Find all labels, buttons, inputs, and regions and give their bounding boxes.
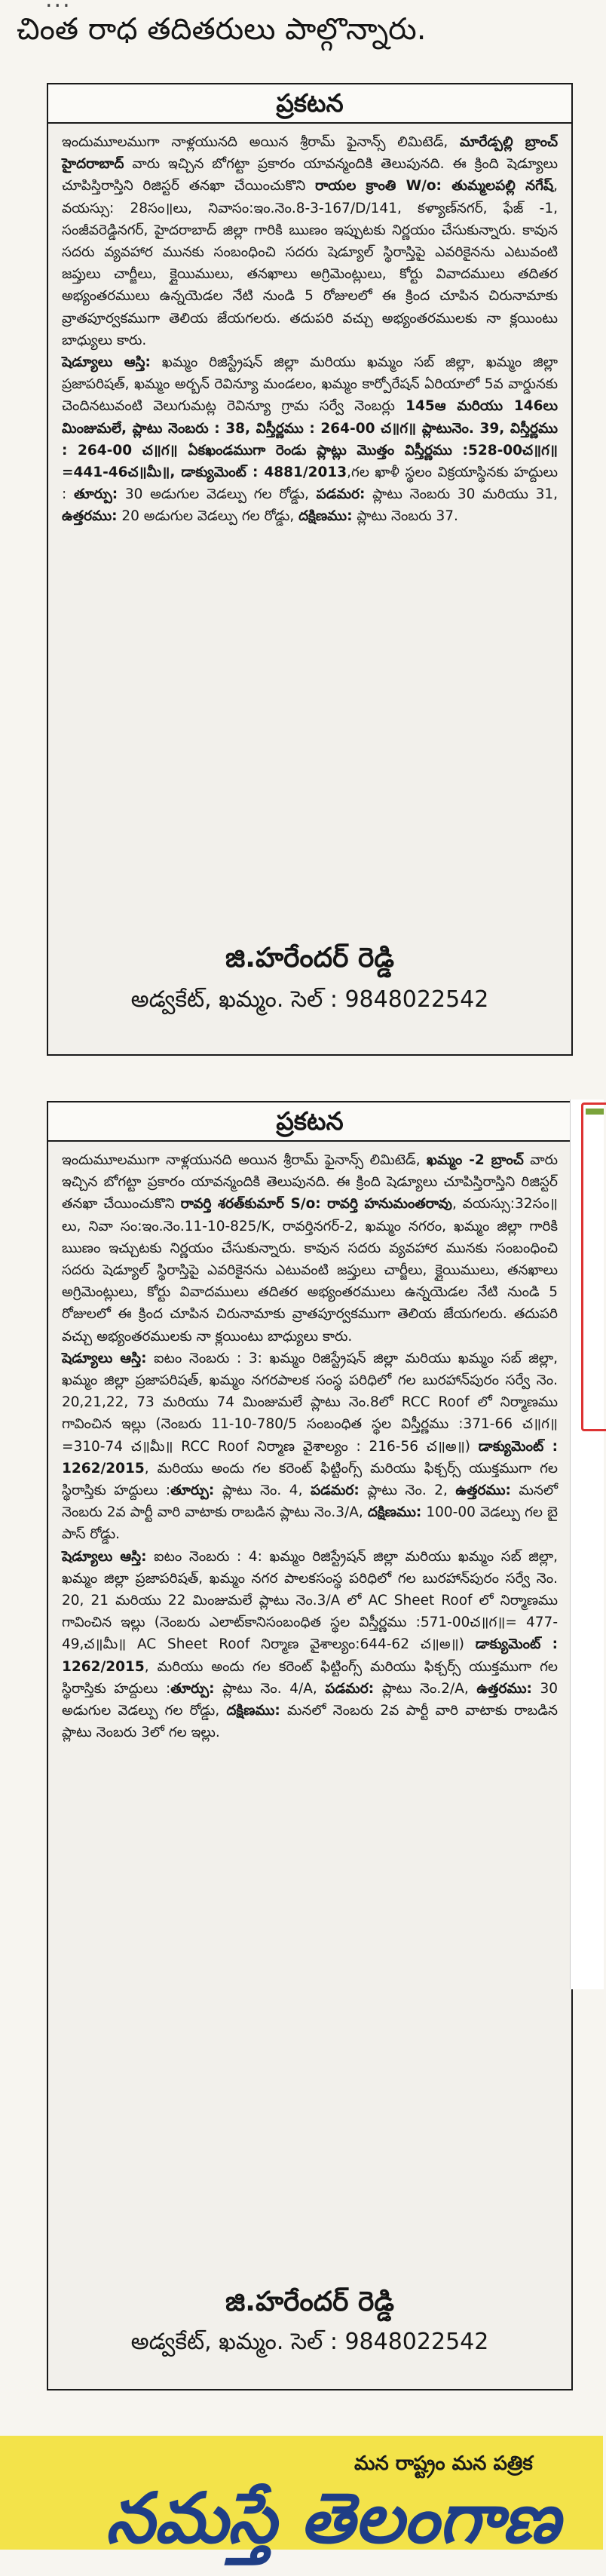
notice-1-signature: జి.హరేందర్ రెడ్డి (225, 943, 395, 974)
notice-1-schedule: షెడ్యూలు ఆస్తి: ఖమ్మం రిజిస్ట్రేషన్ జిల్లా మరియు ఖమ్మం సబ్ జిల్లా, ఖమ్మం జిల్లా ప్రజాపరిషత్, ఖమ్మం అర్బన్ రెవిన్యూ మండలం, ఖమ్మం కార్పోరేషన్ ఏరియాలో 5వ వార్డునకు చెందినటువంటి వెలుగుమట్ల రెవిన్యూ గ్రామ సర్వే నెంబర్లు 145ఆ మరియు 146లు మింజుమలే, ప్లాటు నెంబరు : 38, విస్తీర్ణము : 264-00 చ॥గ॥ ప్లాటునెం. 39, విస్తీర్ణము : 264-00 చ॥గ॥ ఏకఖండముగా రెండు ప్లాట్లు మొత్తం విస్తీర్ణము :528-00చ॥గ॥=441-46చ॥మీ॥, డాక్యుమెంట్ : 4881/2013,గల ఖాళీ స్థలం విక్రయాస్థినకు హద్దులు : తూర్పు: 30 అడుగుల వెడల్పు గల రోడ్డు, పడమర: ప్లాటు నెంబరు 30 మరియు 31, ఉత్తరము: 20 అడుగుల వెడల్పు గల రోడ్డు, దక్షిణము: ప్లాటు నెంబరు 37. (62, 354, 558, 525)
notice-2-contact: అడ్వకేట్, ఖమ్మం. సెల్ : 9848022542 (130, 2329, 489, 2355)
adjacent-ad-mark (586, 1109, 604, 1115)
adjacent-clipping (570, 1099, 604, 1989)
notice-2-schedule-item-3: షెడ్యూలు ఆస్తి: ఐటం నెంబరు : 3: ఖమ్మం రిజిస్ట్రేషన్ జిల్లా మరియు ఖమ్మం సబ్ జిల్లా, ఖమ్మం జిల్లా ప్రజాపరిషత్, ఖమ్మం నగరపాలక సంస్థ పరిధిలో గల బురహాన్‌పురం సర్వే నెం. 20,21,22, 73 మరియు 74 మింజుమలే ప్లాటు నెం.8లో RCC Roof లో నిర్మాణము గావించిన ఇల్లు (నెంబరు 11-10-780/5 సంబంధిత స్థల విస్తీర్ణము :371-66 చ॥గ॥=310-74 చ॥మీ॥ RCC Roof నిర్మాణ వైశాల్యం : 216-56 చ॥అ॥) డాక్యుమెంట్ : 1262/2015, మరియు అందు గల కరెంట్ ఫిట్టింగ్స్ మరియు ఫిక్చర్స్ యుక్తముగా గల స్థిరాస్తికు హద్దులు :తూర్పు: ప్లాటు నెం. 4, పడమర: ప్లాటు నెం. 2, ఉత్తరము: మనలో నెంబరు 2వ పార్టీ వారి వాటాకు రాబడిన ప్లాటు నెం.3/A, దక్షిణము: 100-00 వెడల్పు గల బై పాస్ రోడ్డు. (62, 1350, 558, 1543)
masthead-logo: నమస్తే తెలంగాణ (106, 2478, 560, 2559)
notice-2-body (48, 1142, 571, 1743)
masthead-tagline: మన రాష్ట్రం మన పత్రిక (354, 2452, 533, 2475)
notice-1 (47, 83, 573, 1056)
notice-1-contact: అడ్వకేట్, ఖమ్మం. సెల్ : 9848022542 (130, 986, 489, 1013)
document-number: డాక్యుమెంట్ : 1262/2015 (62, 1636, 559, 1675)
document-number: డాక్యుమెంట్ : 1262/2015 (62, 1438, 558, 1477)
borrower-name: రాయల క్రాంతి W/o: తుమ్మలపల్లి నగేష్ (315, 178, 554, 195)
newspaper-masthead (0, 2436, 603, 2559)
notice-2-title: ప్రకటన (276, 1106, 344, 1136)
notice-1-header (48, 84, 571, 124)
notice-1-paragraph: ఇందుమూలముగా నాళ్లయునది అయిన శ్రీరామ్ ఫైనాన్స్ లిమిటెడ్, మారేడ్పల్లి బ్రాంచ్ హైదరాబాద్ వారు ఇచ్చిన బోగట్టా ప్రకారం యావన్మందికి తెలుపునది. ఈ క్రింది షెడ్యూలు చూపిస్తిరాస్తిని రిజిస్టర్ తనఖా చేయించుకొని రాయల క్రాంతి W/o: తుమ్మలపల్లి నగేష్, వయస్సు: 28సం॥లు, నివాసం:ఇం.నెం.8-3-167/D/141, కళ్యాణ్‌నగర్, ఫేజ్ -1, సంజీవరెడ్డినగర్, హైదరాబాద్ జిల్లా గారికి ఋణం ఇప్పుటకు నిర్ణయం చేసుకున్నారు. కావున సదరు వ్యవహార మునకు సంబంధించి సదరు షెడ్యూల్ స్థిరాస్తిపై ఎవరికైనను ఎటువంటి జప్తులు చార్జీలు, క్లైయిములు, తనఖాలు అగ్రిమెంట్లులు, కోర్టు వివాదములు తదితర అభ్యంతరములు ఉన్నయెడల నేటి నుండి 5 రోజులలో ఈ క్రింద చూపిన చిరునామాకు వ్రాతపూర్వకముగా తెలియ జేయగలరు. తదుపరి వచ్చు అభ్యంతరములకు నా క్లయింటు బాధ్యులు కారు. (62, 134, 559, 348)
schedule-details: 145ఆ మరియు 146లు మింజుమలే, ప్లాటు నెంబరు : 38, విస్తీర్ణము : 264-00 చ॥గ॥ ప్లాటునెం. 39, విస్తీర్ణము : 264-00 చ॥గ॥ ఏకఖండముగా రెండు ప్లాట్లు మొత్తం విస్తీర్ణము :528-00చ॥గ॥=441-46చ॥మీ॥, డాక్యుమెంట్ : 4881/2013 (62, 398, 558, 481)
borrower-name: రావర్తి శరత్‌కుమార్ S/o: రావర్తి హనుమంతరావు (180, 1196, 452, 1213)
notice-2-paragraph: ఇందుమూలముగా నాళ్లయునది అయిన శ్రీరామ్ ఫైనాన్స్ లిమిటెడ్, ఖమ్మం -2 బ్రాంచ్ వారు ఇచ్చిన బోగట్టా ప్రకారం యావన్మందికి తెలుపునది. ఈ క్రింది షెడ్యూలు చూపిస్తిరాస్తిని రిజిస్టర్ తనఖా చేయించుకొని రావర్తి శరత్‌కుమార్ S/o: రావర్తి హనుమంతరావు, వయస్సు:32సం॥లు, నివా సం:ఇం.నెం.11-10-825/K, రావర్తినగర్-2, ఖమ్మం నగరం, ఖమ్మం జిల్లా గారికి ఋణం ఇచ్చుటకు నిర్ణయం చేసుకున్నారు. కావున సదరు వ్యవహార మునకు సంబంధించి సదరు షెడ్యూల్ స్థిరాస్తిపై ఎవరికైనను ఎటువంటి జప్తులు చార్జీలు, క్లైయిములు, తనఖాలు అగ్రిమెంట్లులు, కోర్టు వివాదములు తదితర అభ్యంతరములు ఉన్నయెడల నేటి నుండి 5 రోజులలో ఈ క్రింద చూపిన చిరునామాకు వ్రాతపూర్వకముగా తెలియ జేయగలరు. తదుపరి వచ్చు అభ్యంతరములకు నా క్లయింటు బాధ్యులు కారు. (62, 1152, 558, 1345)
notice-1-body (48, 124, 571, 528)
intro-text: చింత రాధ తదితరులు పాల్గొన్నారు. (17, 12, 427, 47)
adjacent-ad-border (581, 1102, 606, 1431)
notice-2 (47, 1101, 573, 2390)
branch-name: ఖమ్మం -2 బ్రాంచ్ (427, 1152, 524, 1168)
notice-2-signature: జి.హరేందర్ రెడ్డి (225, 2286, 395, 2317)
branch-name: మారేడ్పల్లి బ్రాంచ్ హైదరాబాద్ (62, 134, 559, 173)
notice-1-title: ప్రకటన (276, 88, 344, 118)
notice-2-header (48, 1102, 571, 1142)
notice-2-schedule-item-4: షెడ్యూలు ఆస్తి: ఐటం నెంబరు : 4: ఖమ్మం రిజిస్ట్రేషన్ జిల్లా మరియు ఖమ్మం సబ్ జిల్లా, ఖమ్మం జిల్లా ప్రజాపరిషత్, ఖమ్మం నగర పాలకసంస్థ పరిధిలో గల బురహాన్‌పురం సర్వే నెం. 20, 21 మరియు 22 మింజుమలే ప్లాటు నెం.3/A లో AC Sheet Roof లో నిర్మాణము గావించిన ఇల్లు (నెంబరు ఎలాట్‌కానిసంబంధిత స్థల విస్తీర్ణము :571-00చ॥గ॥= 477-49,చ॥మీ॥ AC Sheet Roof నిర్మాణ వైశాల్యం:644-62 చ॥అ॥) డాక్యుమెంట్ : 1262/2015, మరియు అందు గల కరెంట్ ఫిట్టింగ్స్ మరియు ఫిక్చర్స్ యుక్తముగా గల స్థిరాస్తికు హద్దులు :తూర్పు: ప్లాటు నెం. 4/A, పడమర: ప్లాటు నెం.2/A, ఉత్తరము: 30 అడుగుల వెడల్పు గల రోడ్డు, దక్షిణము: మనలో నెంబరు 2వ పార్టీ వారి వాటాకు రాబడిన ప్లాటు నెంబరు 3లో గల ఇల్లు. (62, 1548, 559, 1741)
